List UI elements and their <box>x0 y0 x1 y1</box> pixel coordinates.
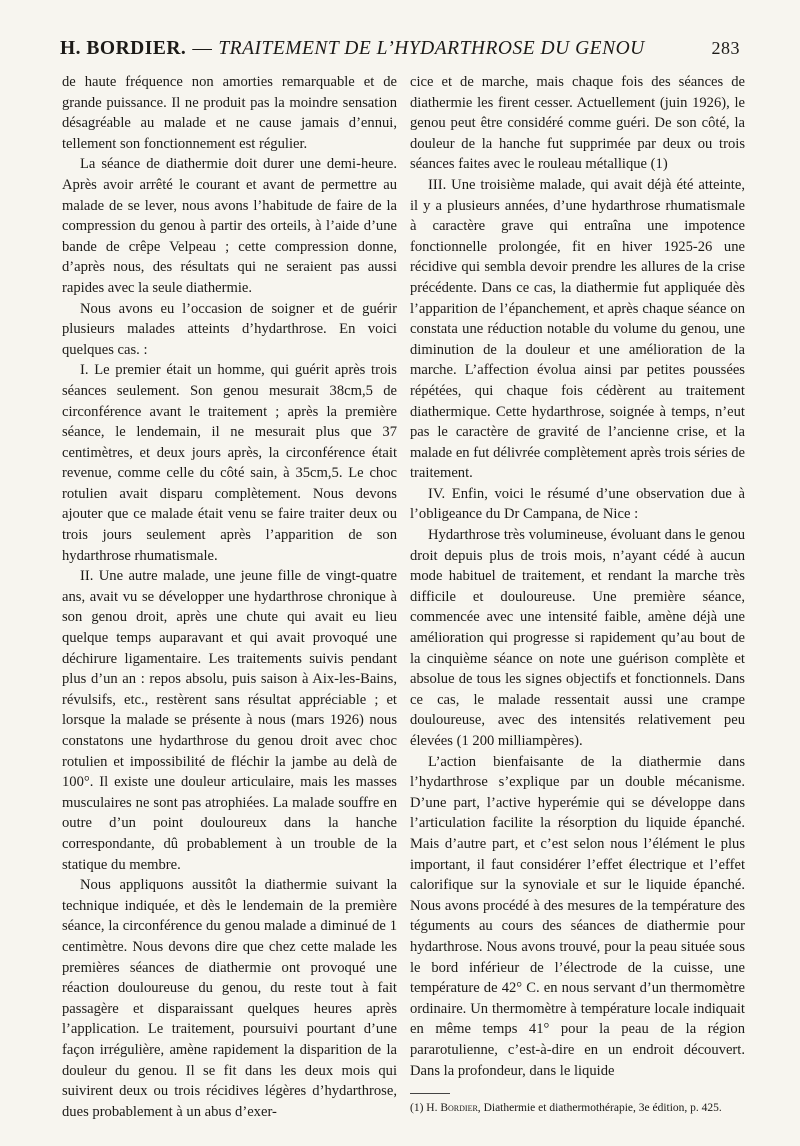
paragraph: IV. Enfin, voici le résumé d’une observation due à l’obligeance du Dr Campana, de Nice : <box>410 485 745 523</box>
running-header <box>60 38 740 66</box>
header-title: TRAITEMENT DE L’HYDARTHROSE DU GENOU <box>218 38 645 59</box>
left-column <box>62 72 397 1122</box>
header-separator: — <box>192 38 213 59</box>
page-number: 283 <box>711 38 740 58</box>
paragraph: Nous avons eu l’occasion de soigner et de guérir plusieurs malades atteints d’hydarthrose. En voici quelques cas. : <box>62 300 397 358</box>
footnote <box>410 1100 745 1116</box>
paragraph: La séance de diathermie doit durer une demi-heure. Après avoir arrêté le courant et avant de permettre au malade de se lever, nous avons l’habitude de faire de la compression du genou à partir des orteils, à l’aide d’une bande de crêpe Velpeau ; cette compression donne, d’après nous, des résultats qui ne seraient pas aussi rapides avec la seule diathermie. <box>62 156 397 296</box>
paragraph: II. Une autre malade, une jeune fille de vingt-quatre ans, avait vu se développer une hydarthrose chronique à son genou droit, après une chute qui avait eu lieu quelque temps auparavant et qui avait provoqué une déchirure ligamentaire. Les traitements suivis pendant plus d’un an : repos absolu, puis saison à Aix-les-Bains, révulsifs, etc., restèrent sans résultat appréciable ; et lorsque la malade se présente à nous (mars 1926) nous constatons une hydarthrose du genou droit avec choc rotulien et impossibilité de fléchir la jambe au delà de 100°. Il existe une douleur articulaire, mais les masses musculaires ne sont pas atrophiées. La malade souffre en outre d’un point douloureux dans la hanche correspondante, dû probablement à un trouble de la statique du membre. <box>62 568 397 873</box>
footnote-rule <box>410 1093 450 1094</box>
footnote-marker: (1) <box>410 1102 424 1115</box>
paragraph: Hydarthrose très volumineuse, évoluant dans le genou droit depuis plus de trois mois, n’ayant cédé à aucun mode habituel de traitement, et rendant la marche très difficile et douloureuse. Une première séance, commencée avec une intensité faible, amène déjà une amélioration qui progresse si rapidement qu’au bout de la cinquième séance on note une guérison complète et absolue de tous les signes objectifs et fonctionnels. Dans ce cas, le malade ressentait aussi une crampe douloureuse, avec des intensités relativement peu élevées (1 200 milliampères). <box>410 527 745 749</box>
header-author: H. BORDIER. <box>60 38 187 59</box>
paragraph: L’action bienfaisante de la diathermie dans l’hydarthrose s’explique par un double mécanisme. D’une part, l’active hyperémie qui se développe dans l’articulation facilite la résorption du liquide épanché. Mais d’autre part, et c’est selon nous l’élément le plus important, il faut considérer l’effet électrique et l’effet calorifique sur la synoviale et sur le liquide épanché. Nous avons procédé à des mesures de la température des téguments au cours des séances de diathermie pour hydarthrose. Nous avons trouvé, pour la peau située sous le bord inférieur de l’électrode de la cuisse, une température de 42° C. en nous servant d’un thermomètre ordinaire. Un thermomètre à température locale indiquait en même temps 41° pour la peau de la région pararotulienne, c’est-à-dire en un endroit découvert. Dans la profondeur, dans le liquide <box>410 753 745 1079</box>
paragraph: III. Une troisième malade, qui avait déjà été atteinte, il y a plusieurs années, d’une hydarthrose rhumatismale à caractère grave qui entraîna une impotence fonctionnelle prolongée, fit en hiver 1925-26 une récidive qui sembla devoir prendre les allures de la crise précédente. Dans ce cas, la diathermie fut appliquée dès l’apparition de l’épanchement, et après chaque séance on constata une réduction notable du volume du genou, une diminution de la douleur et une amélioration de la marche. L’affection évolua ainsi par petites poussées répétées, qui chaque fois cédèrent au traitement diathermique. Cette hydarthrose, soignée à temps, n’eut pas le caractère de gravité de l’ancienne crise, et la malade en fut délivrée complètement après trois séries de traitement. <box>410 176 745 482</box>
footnote-author: H. Bordier, <box>426 1102 481 1115</box>
paragraph: Nous appliquons aussitôt la diathermie suivant la technique indiquée, et dès le lendemain de la première séance, la circonférence du genou malade a diminué de 1 centimètre. Nous devons dire que chez cette malade les premières séances de diathermie ont provoqué une réaction douloureuse du genou, du reste tout à fait passagère et disparaissant quelques heures après l’application. Le traitement, poursuivi pourtant d’une façon irrégulière, amène rapidement la disparition de la douleur du genou. Il se fit dans les deux mois qui suivirent deux ou trois récidives légères d’hydarthrose, dues probablement à un abus d’exer- <box>62 877 397 1120</box>
footnote-text: Diathermie et diathermothérapie, 3e édition, p. 425. <box>483 1102 722 1115</box>
paragraph: de haute fréquence non amorties remarquable et de grande puissance. Il ne produit pas la moindre sensation désagréable au malade et ne cause jamais d’ennui, tellement son fonctionnement est régulier. <box>62 74 397 152</box>
paragraph: cice et de marche, mais chaque fois des séances de diathermie les firent cesser. Actuellement (juin 1926), le genou peut être considéré comme guéri. De son côté, la douleur de la hanche fut supprimée par deux ou trois séances faites avec le rouleau métallique (1) <box>410 74 745 173</box>
paragraph: I. Le premier était un homme, qui guérit après trois séances seulement. Son genou mesurait 38cm,5 de circonférence avant le traitement ; après la première séance, le lendemain, il ne mesurait plus que 37 centimètres, et deux jours après, la circonférence était revenue, comme celle du côté sain, à 35cm,5. Le choc rotulien avait disparu complètement. Nous devons ajouter que ce malade était venu se faire traiter deux ou trois jours seulement après l’apparition de son hydarthrose rhumatismale. <box>62 362 397 564</box>
right-column <box>410 72 745 1116</box>
